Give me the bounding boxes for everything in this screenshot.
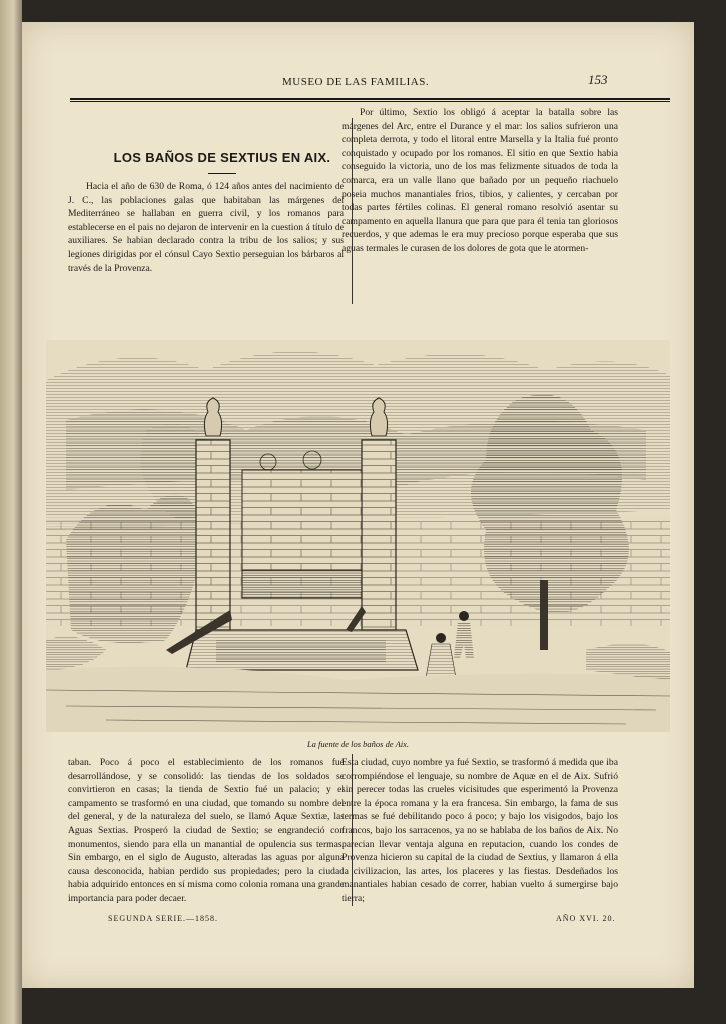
column-1-top	[68, 180, 344, 275]
paragraph: Hacia el año de 630 de Roma, ó 124 años antes del nacimiento de J. C., las poblaciones galas que habitaban las márgenes del Mediterráneo se hallaban en guerra civil, y los romanos para establecerse en el pais no dejaron de intervenir en la cuestion á título de auxiliares. Se habian declarado contra la tribu de los salios; y sus legiones dirigidas por el cónsul Cayo Sextio perseguian los bárbaros al través de la Provenza.	[68, 181, 344, 274]
paragraph: Esta ciudad, cuyo nombre ya fué Sextio, se trasformó á medida que iba corrompiéndose el lenguaje, su nombre de Aquæ en el de Aix. Sufrió sin perecer todas las crueles vicisitudes que esperimentó la Provenza entre la época romana y la era francesa. Sin embargo, la fama de sus termas se fué debilitando poco á poco; y bajo los visigodos, bajo los francos, bajo los sarracenos, ya no se hablaba de los baños de Aix. No parecian llevar ventaja alguna en reputacion, cuando los condes de Provenza hicieron su capital de la ciudad de Sextius, y llamaron á ella la civilizacion, las artes, los placeres y las fiestas. Desdeñados los manantiales habian cesado de correr, habian vuelto á sumergirse bajo tierra;	[342, 757, 618, 904]
column-2-top	[342, 106, 618, 256]
footer-series: SEGUNDA SERIE.—1858.	[108, 914, 219, 923]
paragraph: taban. Poco á poco el establecimiento de los romanos fué desarrollándose, y se consolidó: las tiendas de los soldados se convirtieron en casas; la tienda de Sextio fué un palacio; y el campamento se trasformó en una ciudad, que tomando su nombre del del general, y de la naturaleza del suelo, se llamó Aquæ Sextiæ, las Aguas Sextias. Prosperó la ciudad de Sextio; se engrandeció con monumentos, siendo para ella un manantial de opulencia sus termas. Sin embargo, en el siglo de Augusto, alteradas las aguas por alguna causa desconocida, habian perdido sus propiedades; pero la ciudad habia adquirido entonces en sí misma como colonia romana una grande importancia para poder decaer.	[68, 757, 344, 904]
book-page	[22, 22, 694, 988]
article-title: LOS BAÑOS DE SEXTIUS EN AIX.	[113, 150, 331, 165]
running-head: MUSEO DE LAS FAMILIAS.	[282, 76, 430, 88]
footer-year-number: AÑO XVI. 20.	[556, 914, 616, 923]
title-rule	[208, 173, 236, 174]
paragraph: Por último, Sextio los obligó á aceptar la batalla sobre las márgenes del Arc, entre el Durance y el mar: los salios sufrieron una completa derrota, y todo el litoral entre Marsella y la Italia fué pronto conquistado y ocupado por los romanos. El sitio en que Sextio habia conseguido la victoria, uno de los mas felizmente situados de toda la comarca, era un valle llano que bañado por un pequeño riachuelo poseia muchos manantiales frios, tibios, y calientes, y cercaban por todas partes fértiles colinas. El general romano resolvió asentar su campamento en aquella llanura que para que para él tenia tan gloriosos recuerdos, y que ademas le era muy precioso porque esperaba que sus aguas termales le curasen de los dolores de gota que le atormen-	[342, 107, 618, 254]
header-rule	[70, 98, 670, 102]
column-1-bottom	[68, 756, 344, 906]
adjacent-page-edge	[0, 0, 22, 1024]
illustration-caption: La fuente de los baños de Aix.	[306, 739, 410, 749]
page-number: 153	[588, 72, 608, 87]
fountain-engraving	[46, 340, 670, 732]
column-2-bottom	[342, 756, 618, 906]
